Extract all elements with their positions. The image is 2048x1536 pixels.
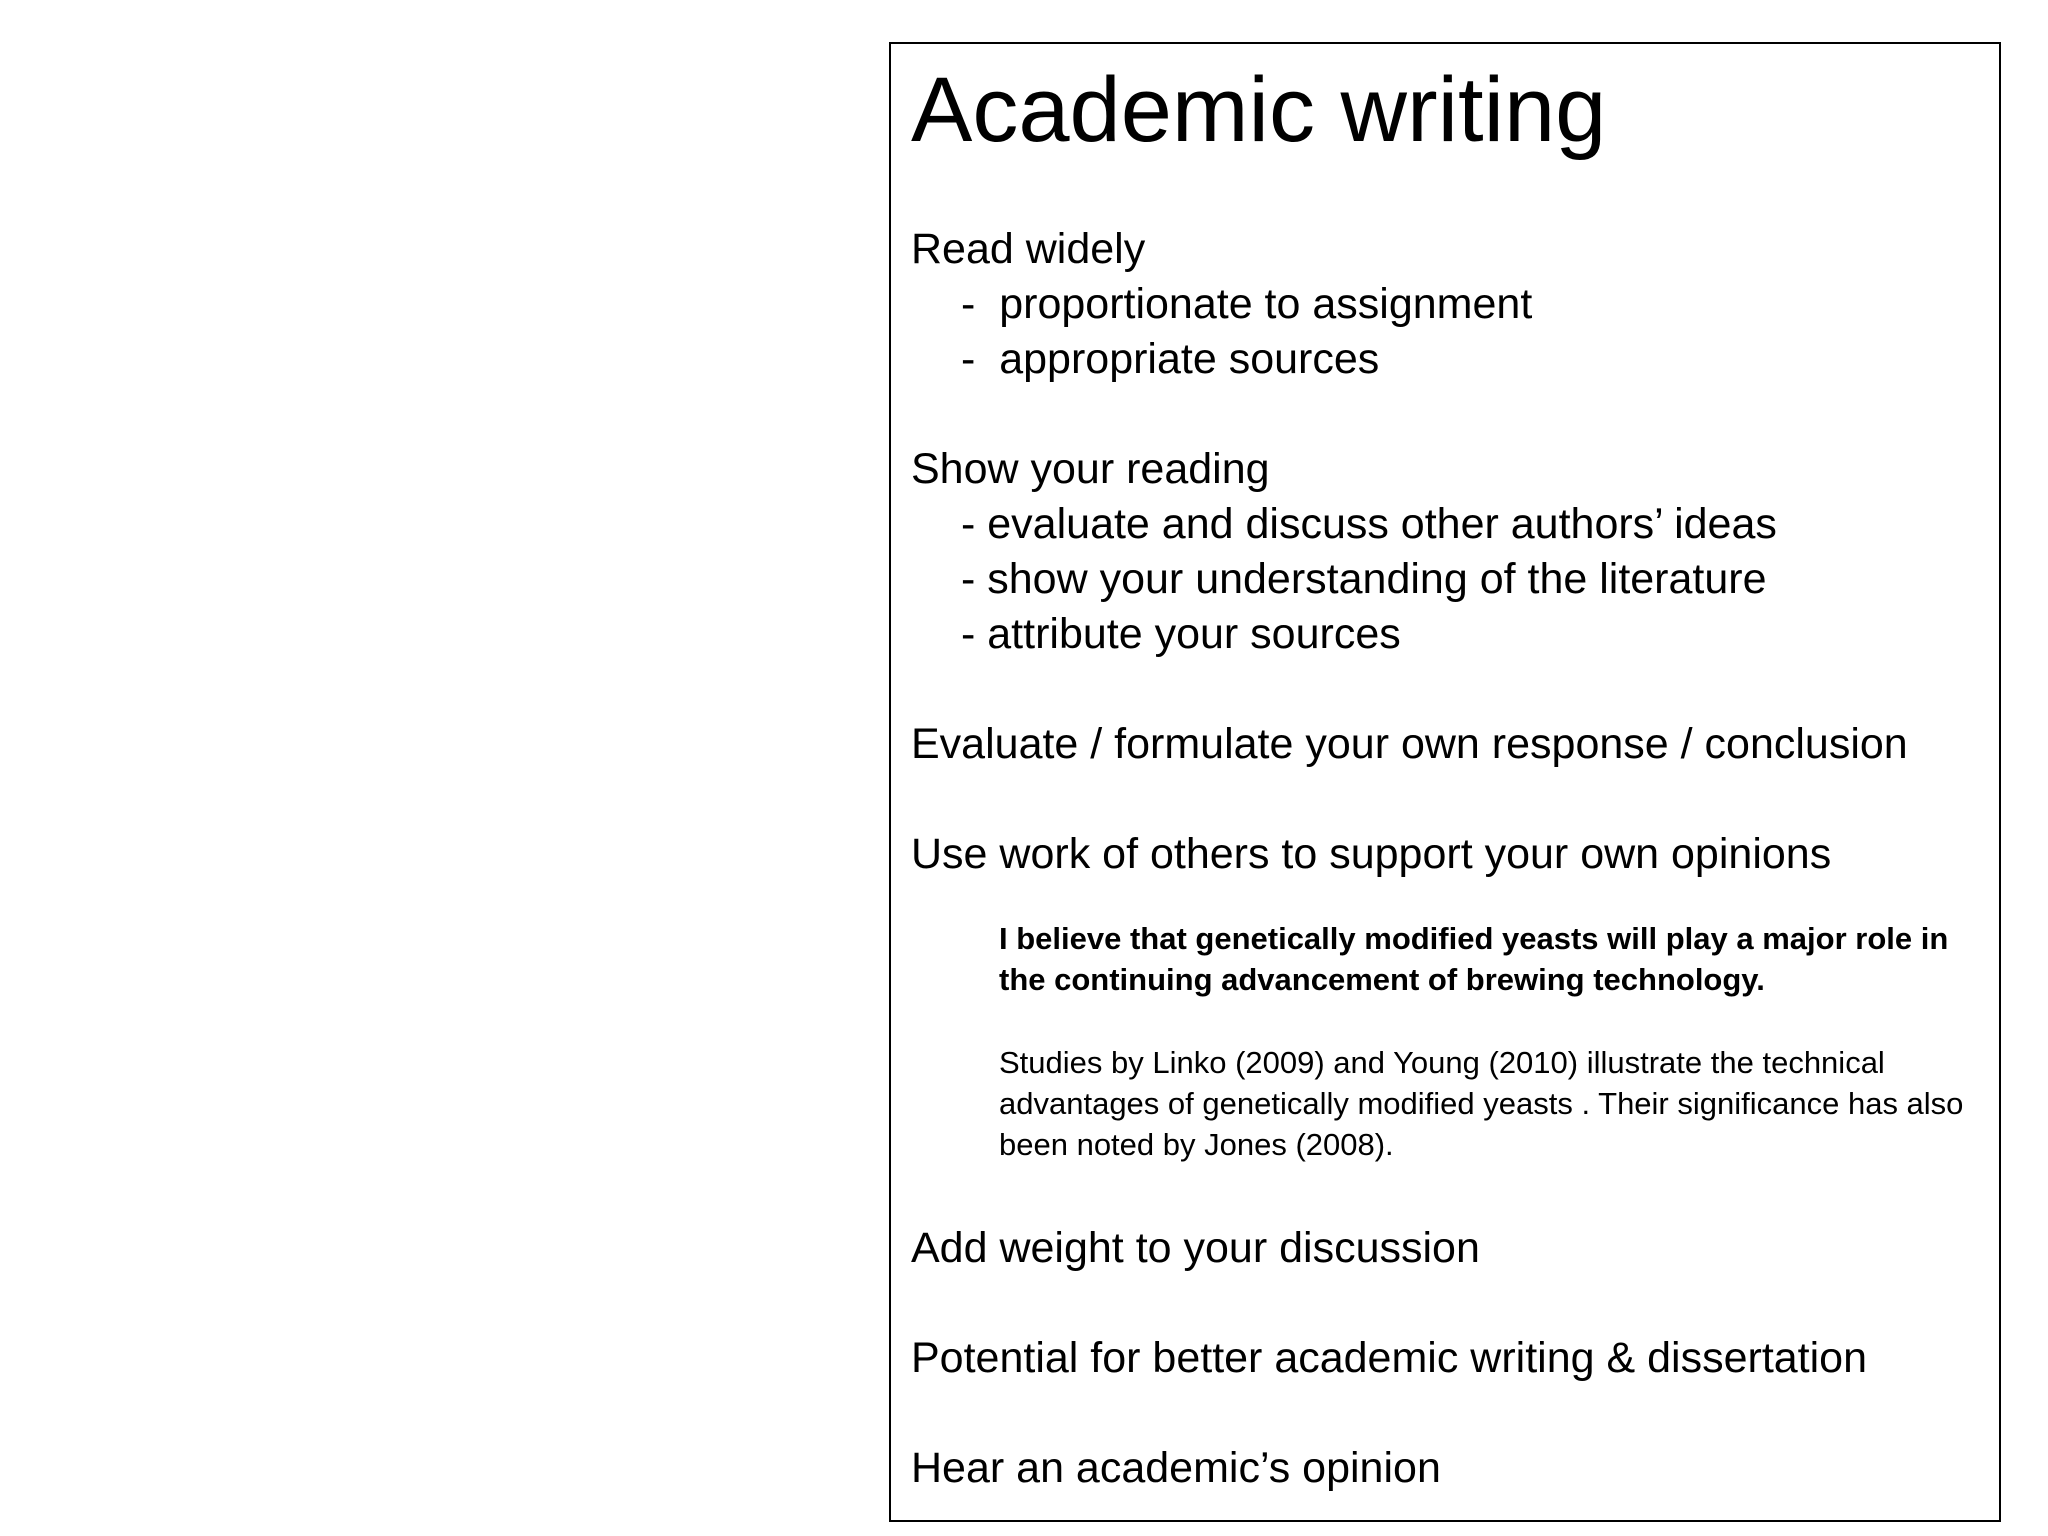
sub-point: - evaluate and discuss other authors’ ideas bbox=[961, 500, 1777, 548]
point-show-reading: Show your reading bbox=[911, 445, 1270, 493]
spacer bbox=[911, 882, 1983, 918]
spacer bbox=[911, 662, 1983, 717]
example-block bbox=[999, 918, 1973, 1165]
sub-point: - proportionate to assignment bbox=[961, 280, 1533, 328]
point-hear-academic: Hear an academic’s opinion bbox=[911, 1444, 1441, 1492]
sub-point: - show your understanding of the literature bbox=[961, 555, 1767, 603]
example-opinion: I believe that genetically modified yeasts will play a major role in the continuing advancement of brewing technology. bbox=[999, 921, 1949, 997]
point-use-work: Use work of others to support your own opinions bbox=[911, 830, 1832, 878]
spacer bbox=[911, 772, 1983, 827]
point-add-weight: Add weight to your discussion bbox=[911, 1224, 1480, 1272]
sub-point: - appropriate sources bbox=[961, 335, 1380, 383]
spacer bbox=[911, 1165, 1983, 1221]
slide-title: Academic writing bbox=[911, 59, 1607, 161]
point-read-widely: Read widely bbox=[911, 225, 1146, 273]
sub-point: - attribute your sources bbox=[961, 610, 1401, 658]
slide-frame bbox=[889, 42, 2001, 1522]
example-citation: Studies by Linko (2009) and Young (2010) illustrate the technical advantages of genetically modified yeasts . Their significance has also been noted by Jones (2008). bbox=[999, 1045, 1964, 1162]
slide-content bbox=[911, 59, 1983, 1496]
point-evaluate: Evaluate / formulate your own response / conclusion bbox=[911, 720, 1908, 768]
spacer bbox=[911, 1276, 1983, 1331]
spacer bbox=[911, 1386, 1983, 1441]
spacer bbox=[911, 387, 1983, 442]
point-potential: Potential for better academic writing & dissertation bbox=[911, 1334, 1868, 1382]
